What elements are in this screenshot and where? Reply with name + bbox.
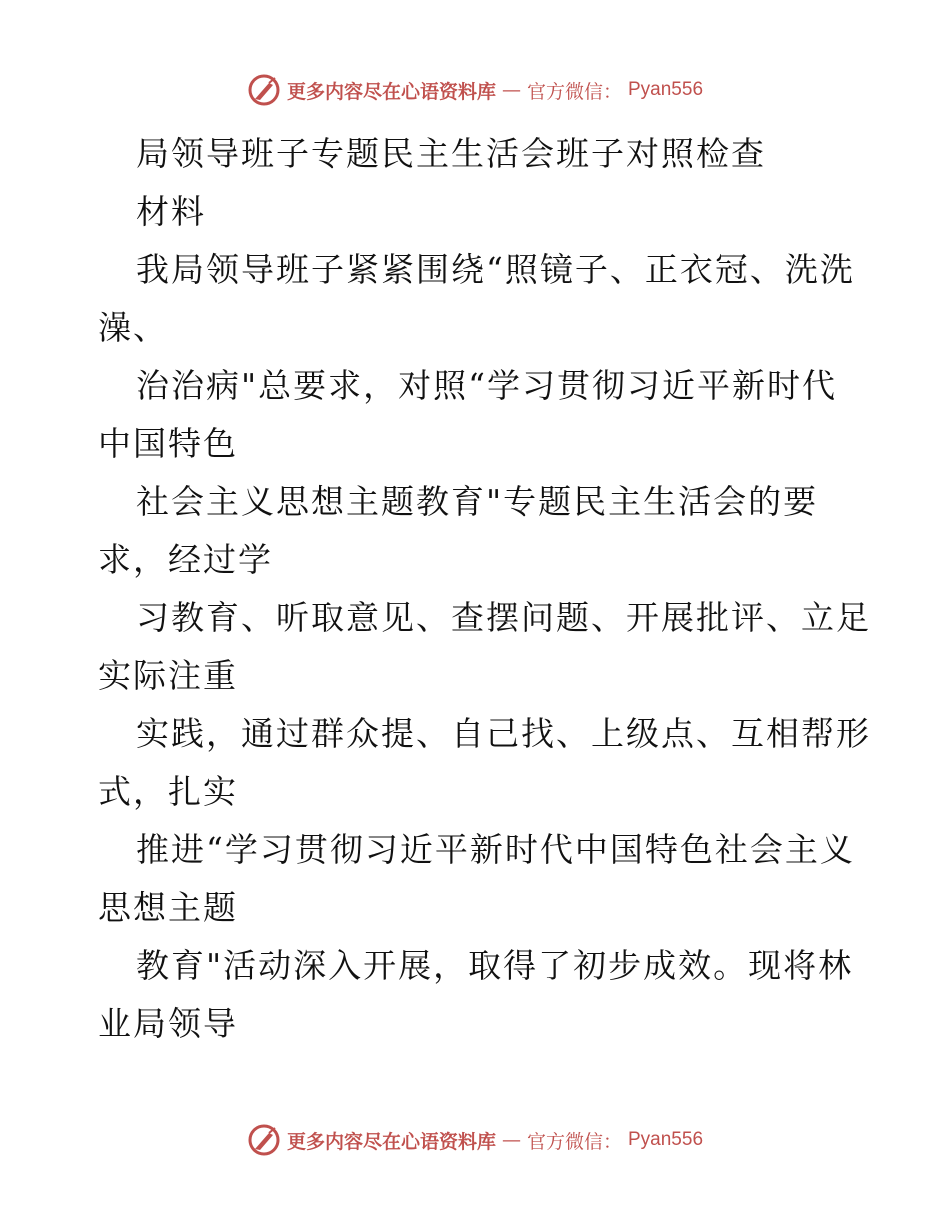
watermark-wechat-label: 官方微信： [526, 80, 622, 103]
watermark-brand: 更多内容尽在心语资料库 [286, 80, 496, 103]
text-line: 教育"活动深入开展，取得了初步成效。现将林 [136, 946, 854, 985]
text-line: 实际注重 [98, 656, 238, 695]
text-line: 业局领导 [98, 1004, 238, 1043]
watermark-dash: — [501, 1129, 521, 1151]
text-line: 局领导班子专题民主生活会班子对照检查 [136, 134, 766, 173]
text-line: 材料 [136, 192, 206, 231]
text-line: 社会主义思想主题教育"专题民主生活会的要 [136, 482, 819, 521]
text-line: 式，扎实 [98, 772, 238, 811]
text-line: 治治病"总要求，对照“学习贯彻习近平新时代 [136, 366, 838, 405]
watermark-dash: — [501, 79, 521, 101]
text-line: 习教育、听取意见、查摆问题、开展批评、立足 [136, 598, 871, 637]
quill-logo-icon [247, 1123, 281, 1157]
text-line: 推进“学习贯彻习近平新时代中国特色社会主义 [136, 830, 855, 869]
text-line: 澡、 [98, 308, 168, 347]
footer-watermark [0, 1120, 950, 1160]
watermark-wechat-id: Pyan556 [628, 79, 704, 100]
document-body [98, 125, 871, 1053]
watermark-wechat-label: 官方微信： [526, 1130, 622, 1153]
quill-logo-icon [247, 73, 281, 107]
text-line: 我局领导班子紧紧围绕“照镜子、正衣冠、洗洗 [136, 250, 855, 289]
header-watermark [0, 70, 950, 110]
text-line: 实践，通过群众提、自己找、上级点、互相帮形 [136, 714, 871, 753]
watermark-wechat-id: Pyan556 [628, 1129, 704, 1150]
text-line: 求，经过学 [98, 540, 273, 579]
watermark-brand: 更多内容尽在心语资料库 [286, 1130, 496, 1153]
text-line: 思想主题 [98, 888, 238, 927]
text-line: 中国特色 [98, 424, 238, 463]
